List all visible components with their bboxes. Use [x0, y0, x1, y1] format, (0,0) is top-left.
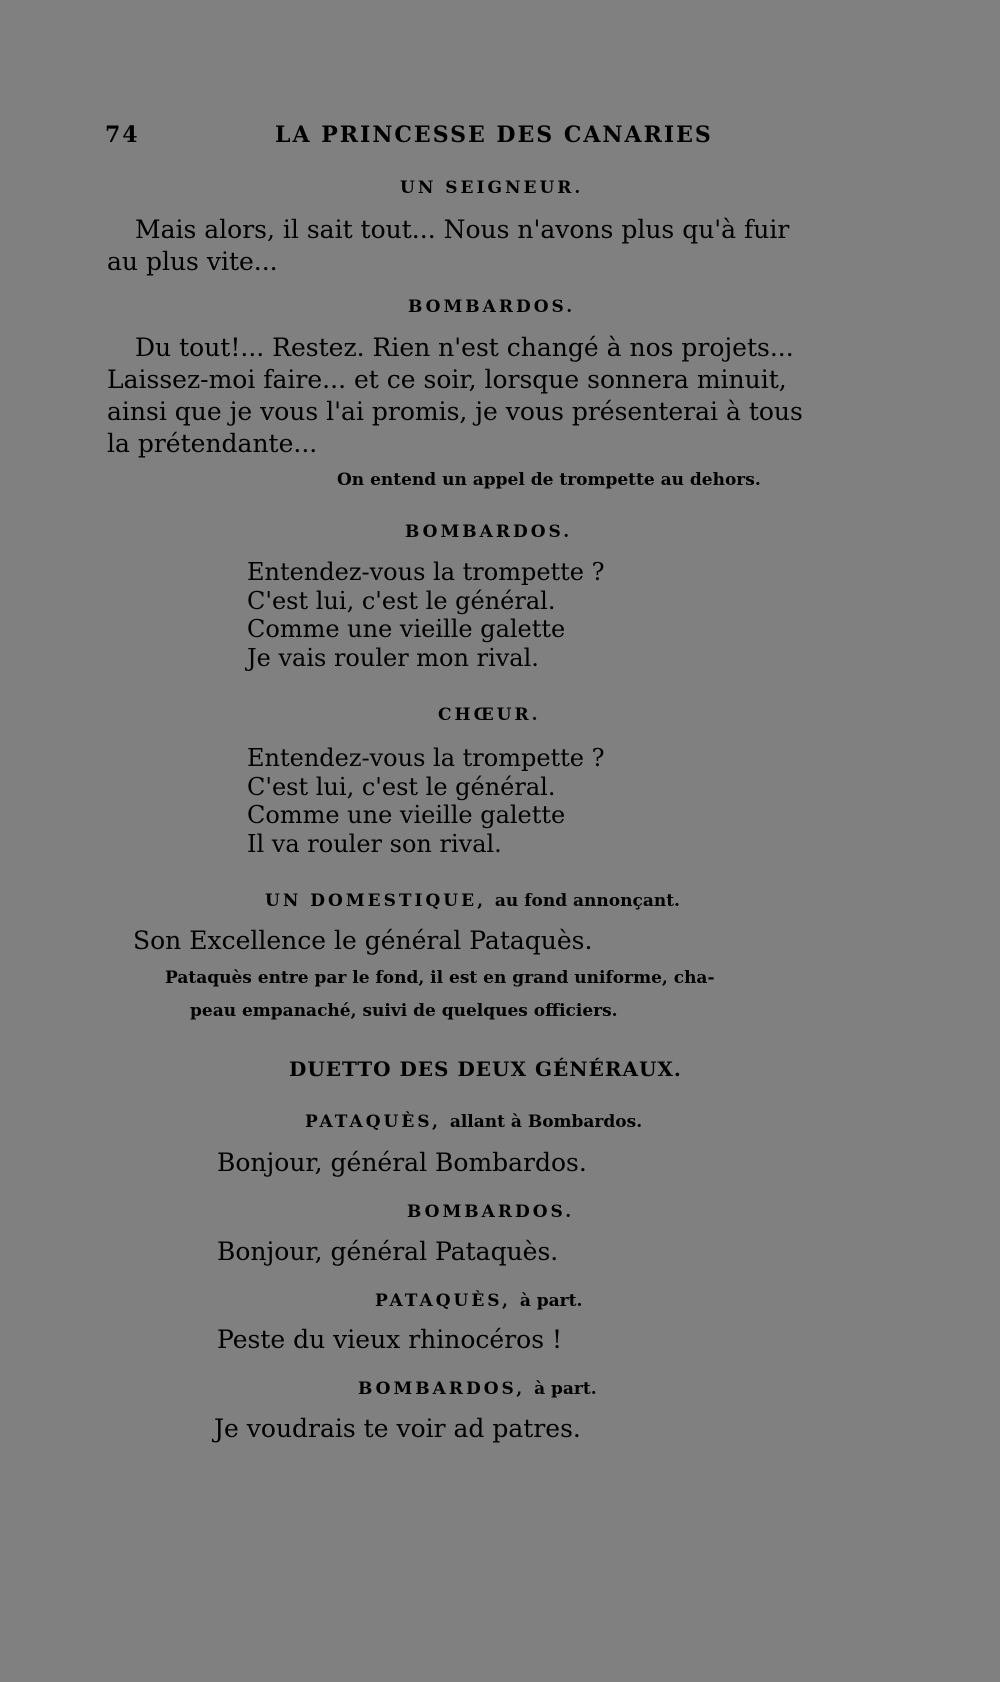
stage-direction-line: Pataquès entre par le fond, il est en grand uniforme, cha- — [165, 968, 715, 988]
speaker-direction: allant à Bombardos. — [449, 1112, 643, 1132]
speech-line: la prétendante... — [107, 429, 318, 458]
speaker-name: BOMBARDOS, — [358, 1379, 526, 1399]
speaker-direction: à part. — [519, 1291, 583, 1311]
speaker-bombardos: BOMBARDOS. — [405, 522, 573, 542]
speech-line: Peste du vieux rhinocéros ! — [217, 1325, 563, 1354]
verse-line: Comme une vieille galette — [247, 615, 566, 643]
speech-line: Son Excellence le général Pataquès. — [133, 926, 593, 955]
verse-line: Je vais rouler mon rival. — [247, 643, 539, 672]
section-title: DUETTO DES DEUX GÉNÉRAUX. — [289, 1057, 682, 1081]
speech-line: Mais alors, il sait tout... Nous n'avons plus qu'à fuir — [135, 215, 790, 244]
stage-direction: On entend un appel de trompette au dehors. — [337, 470, 761, 490]
stage-direction-line: peau empanaché, suivi de quelques officiers. — [190, 1001, 618, 1021]
speaker-pataques — [375, 1291, 582, 1311]
speaker-bombardos — [358, 1379, 597, 1399]
seigneur-speech — [107, 214, 872, 278]
speech-line: Bonjour, général Bombardos. — [217, 1148, 587, 1177]
speech-line: Laissez-moi faire... et ce soir, lorsque sonnera minuit, — [107, 365, 787, 394]
verse-line: Comme une vieille galette — [247, 801, 566, 829]
running-title: LA PRINCESSE DES CANARIES — [275, 122, 713, 148]
verse-line: Entendez-vous la trompette ? — [247, 558, 605, 586]
speaker-bombardos: BOMBARDOS. — [408, 297, 576, 317]
speaker-domestique — [265, 891, 680, 911]
speaker-bombardos: BOMBARDOS. — [407, 1202, 575, 1222]
verse-line: Il va rouler son rival. — [247, 829, 502, 858]
speaker-direction: à part. — [534, 1379, 597, 1399]
page-number: 74 — [105, 122, 140, 148]
speech-line: ainsi que je vous l'ai promis, je vous présenterai à tous — [107, 397, 803, 426]
speech-line: Bonjour, général Pataquès. — [217, 1237, 559, 1266]
verse-line: C'est lui, c'est le général. — [247, 772, 556, 801]
speaker-choeur: CHŒUR. — [438, 705, 541, 725]
speech-line: Du tout!... Restez. Rien n'est changé à nos projets... — [135, 333, 794, 362]
verse-block — [247, 744, 605, 858]
bombardos-speech — [107, 332, 872, 460]
verse-line: Entendez-vous la trompette ? — [247, 744, 605, 772]
verse-line: C'est lui, c'est le général. — [247, 586, 556, 615]
speaker-pataques — [305, 1112, 642, 1132]
speaker-name: UN DOMESTIQUE, — [265, 891, 486, 911]
speaker-name: PATAQUÈS, — [305, 1112, 441, 1132]
speech-line: Je voudrais te voir ad patres. — [214, 1414, 581, 1443]
speaker-direction: au fond annonçant. — [494, 891, 680, 911]
verse-block — [247, 558, 605, 672]
speaker-seigneur: UN SEIGNEUR. — [400, 178, 584, 198]
speech-line: au plus vite... — [107, 247, 278, 276]
speaker-name: PATAQUÈS, — [375, 1291, 511, 1311]
